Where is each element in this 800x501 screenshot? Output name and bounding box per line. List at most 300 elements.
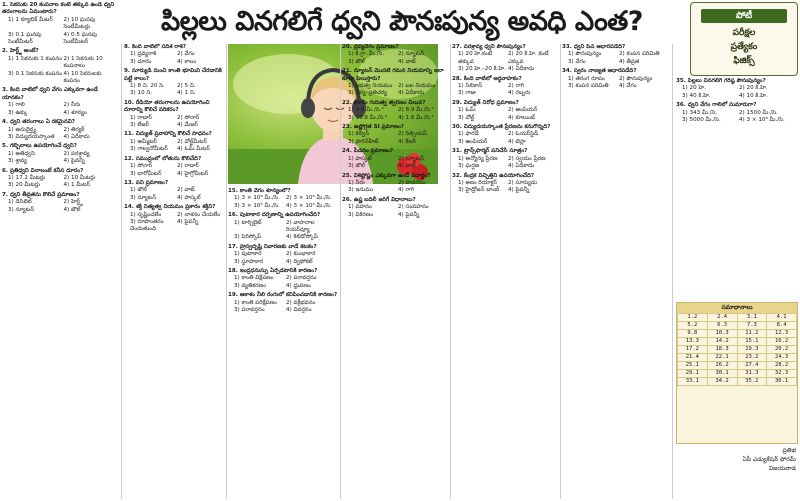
option-row xyxy=(452,83,558,90)
answer-cell: 4.1 xyxy=(767,314,797,322)
answer-option: 2) నీరు xyxy=(63,102,81,109)
answer-cell: 36.1 xyxy=(767,378,797,386)
question-text: 33. ధ్వని పిచ్ ఆధారపడేది? xyxy=(562,44,626,50)
question-text: 27. పరశ్రావ్య ధ్వని పౌనఃపున్యం? xyxy=(452,44,526,50)
question-item xyxy=(562,44,670,66)
option-row xyxy=(2,110,119,117)
answer-row xyxy=(678,354,797,362)
option-row xyxy=(452,187,558,194)
question-column-2 xyxy=(124,44,224,499)
option-row xyxy=(228,259,338,266)
answer-option: 3) దూరం xyxy=(130,58,152,65)
option-row xyxy=(452,107,558,114)
answer-option: 3) న్యూటన్ xyxy=(130,194,156,201)
answer-cell: 28.2 xyxy=(767,362,797,370)
answer-cell: 11.2 xyxy=(737,330,767,338)
option-row xyxy=(676,85,796,92)
answer-cell: 23.2 xyxy=(737,354,767,362)
question-text: 10. రేడియో తరంగాలను ఉపయోగించి దూరాన్ని కొలిచే పరికరం? xyxy=(124,99,210,114)
answer-option: 4) జౌల్ xyxy=(63,206,81,213)
option-row xyxy=(2,199,119,206)
option-row xyxy=(2,71,119,86)
question-item xyxy=(228,268,338,290)
question-item xyxy=(342,68,448,98)
option-row xyxy=(2,17,119,32)
answer-option: 3) 20 హె.–20 కి.హె. xyxy=(458,66,506,73)
answer-option: 4) పైవన్నీ xyxy=(398,211,420,218)
answer-option: 3) విద్యుదయస్కాంత xyxy=(8,133,55,140)
question-item xyxy=(342,124,448,146)
answer-option: 2) వోల్ట్‌మీటర్ xyxy=(177,138,207,145)
answer-option: 2) ఓయర్‌స్టెడ్ xyxy=(508,131,539,138)
answer-row xyxy=(678,330,797,338)
answer-option: 4) 1.6 మీ./సె.² xyxy=(398,114,434,121)
answer-option: 3) లేజర్ xyxy=(130,122,149,129)
option-row xyxy=(452,156,558,163)
option-row xyxy=(342,59,448,66)
question-item xyxy=(228,212,338,242)
option-row xyxy=(452,66,558,73)
question-item xyxy=(124,131,224,153)
answer-option: 1) 20 హె.కంటే తక్కువ xyxy=(458,51,493,65)
question-text: 34. స్వరం నాణ్యత ఆధారపడేది? xyxy=(562,68,637,75)
answer-option: 1) పాస్కల్ xyxy=(348,155,372,162)
answer-cell: 21.4 xyxy=(678,354,708,362)
answer-option: 4) 1 మీటర్ xyxy=(63,182,90,189)
answer-option: 1) 9.8 మీ./సె.² xyxy=(348,107,384,114)
answer-option: 2) రాగి xyxy=(508,83,525,90)
option-row xyxy=(452,139,558,146)
option-row xyxy=(562,51,670,58)
answer-option: 2) 20 కి.హె. కంటే ఎక్కువ xyxy=(508,51,549,65)
question-column-3 xyxy=(228,188,338,499)
question-text: 31. ట్రాన్స్‌ఫార్మర్ పనిచేసే సూత్రం? xyxy=(452,148,528,155)
question-text: 25. విశిష్టోష్ణం ఎక్కువగా ఉండే పదార్థం? xyxy=(342,172,431,179)
answer-option: 1) జౌల్ xyxy=(130,187,147,194)
answer-cell: 6.3 xyxy=(707,322,737,330)
answer-key xyxy=(676,302,798,444)
answer-option: 2) 1500 మీ./సె. xyxy=(739,109,778,116)
answer-cell: 20.2 xyxy=(767,346,797,354)
answer-option: 2) కుంభాకార xyxy=(286,251,316,258)
option-row xyxy=(124,59,224,66)
question-item xyxy=(452,124,558,146)
answer-option: 3) 5000 మీ./సె. xyxy=(682,117,721,124)
answer-option: 3) 10 ని. xyxy=(130,90,153,97)
credit-org: ఏపీ ఎడ్యుకేషన్ ఫోరమ్ xyxy=(742,456,796,463)
answer-option: 4) 3 × 10⁴ మీ./సె. xyxy=(286,202,332,209)
option-row xyxy=(342,163,448,170)
question-item xyxy=(124,180,224,202)
answer-option: 2) స్వయం ప్రేరణ xyxy=(508,155,546,162)
answer-option: 1) జడత్వ నియమం xyxy=(348,83,393,90)
answer-option: 2) హెర్ట్జ్ xyxy=(63,199,83,206)
option-row xyxy=(228,203,338,210)
answer-option: 4) 10 కి.హె. xyxy=(739,92,768,99)
answer-cell: 7.3 xyxy=(737,322,767,330)
answer-row xyxy=(678,314,797,322)
answer-cell: 25.1 xyxy=(678,362,708,370)
answer-option: 1) ద్రవ్యరాశి xyxy=(130,51,157,58)
answer-option: 1) నీరు xyxy=(348,179,365,186)
answer-option: 4) కూలుంబ్ xyxy=(508,114,536,121)
answer-option: 3) 40 కి.హె. xyxy=(682,92,711,99)
question-text: 9. సూర్యుడి నుంచి కాంతి భూమిని చేరడానికి పట్టే కాలం? xyxy=(124,68,222,82)
answer-option: 4) పాస్కల్ xyxy=(177,194,201,201)
answer-option: 3) వ్యతికరణం xyxy=(234,282,267,289)
column-divider xyxy=(450,44,451,499)
question-text: 3. కింది వాటిలో ధ్వని వేగం ఎక్కువగా ఉండే యానకం? xyxy=(2,87,98,101)
answer-option: 2) 20 కి.హె. xyxy=(739,85,768,92)
option-row xyxy=(124,122,224,129)
option-row xyxy=(2,56,119,71)
answer-option: 4) ధ్రువణం xyxy=(286,282,311,289)
answer-option: 1) టార్చిలైట్ xyxy=(234,219,262,226)
option-row xyxy=(452,131,558,138)
answer-row xyxy=(678,346,797,354)
question-item xyxy=(228,292,338,314)
answer-option: 2) సెల్సియస్ xyxy=(398,131,427,138)
answer-cell: 29.1 xyxy=(678,370,708,378)
option-row xyxy=(676,110,796,117)
option-row xyxy=(124,146,224,153)
answer-option: 2) బల నియమం xyxy=(398,83,436,90)
answer-option: 3) పరావర్తనం xyxy=(234,307,265,314)
option-row xyxy=(676,117,796,124)
answer-option: 2) ఆంపియర్ xyxy=(508,107,538,114)
answer-cell: 9.8 xyxy=(678,330,708,338)
question-text: 15. కాంతి వేగం శూన్యంలో? xyxy=(228,188,291,194)
question-item xyxy=(124,156,224,178)
answer-option: 1) సిలికాన్ xyxy=(458,83,483,90)
question-column-1 xyxy=(2,2,119,499)
question-column-6 xyxy=(562,44,670,499)
option-row xyxy=(562,59,670,66)
option-row xyxy=(2,32,119,47)
answer-option: 1) 1 సెకనుకు 1 కంపనం xyxy=(8,55,63,62)
question-item xyxy=(342,100,448,122)
answer-cell: 24.3 xyxy=(767,354,797,362)
answer-option: 4) వేగం xyxy=(619,83,637,90)
answer-option: 3) 20 మీటర్లు xyxy=(8,182,40,189)
answer-option: 1) అమ్మీటర్ xyxy=(130,138,157,145)
answer-option: 1) కెల్విన్ xyxy=(348,131,370,138)
badge-line: పోటీ xyxy=(701,9,787,23)
question-text: 8. కింది వాటిలో సదిశ రాశి? xyxy=(124,44,186,50)
question-text: 29. విద్యుత్ నిరోధ ప్రమాణం? xyxy=(452,99,519,106)
answer-option: 3) 0.1 సెకనుకు కంపనం xyxy=(8,70,63,77)
answer-option: 1) పుటాకార xyxy=(234,251,262,258)
option-row xyxy=(342,115,448,122)
answer-option: 4) పైవన్నీ xyxy=(508,187,530,194)
answer-cell: 10.3 xyxy=(707,330,737,338)
answer-option: 3) ఉక్కు xyxy=(8,109,28,116)
answer-option: 3) వోల్ట్ xyxy=(458,114,475,121)
answer-option: 2) వక్రీభవనం xyxy=(286,299,316,306)
column-divider xyxy=(226,44,227,499)
answer-cell: 30.1 xyxy=(707,370,737,378)
question-text: 17. హ్రస్వదృష్టి నివారణకు వాడే కటకం? xyxy=(228,243,317,250)
answer-option: 4) 1 ని. xyxy=(177,90,196,97)
answer-option: 1) ఫారడే xyxy=(458,131,479,138)
option-row xyxy=(2,134,119,141)
answer-option: 2) వాహనాల రియర్‌వ్యూ xyxy=(286,219,315,234)
answer-option: 4) ఏదీకాదు xyxy=(508,163,535,170)
answer-option: 1) అన్యోన్య ప్రేరణ xyxy=(458,155,498,162)
question-column-7 xyxy=(676,78,796,298)
question-text: 5. గబ్బిలాలు ఉపయోగించే ధ్వని? xyxy=(2,143,77,150)
answer-cell: 22.1 xyxy=(707,354,737,362)
credit-name: ప్రతిభ xyxy=(782,447,796,454)
badge-line: ఫిజిక్స్ xyxy=(733,56,755,66)
answer-cell: 8.4 xyxy=(767,322,797,330)
answer-option: 1) పౌనఃపున్యం xyxy=(568,51,602,58)
answer-option: 3) జౌల్ xyxy=(348,58,365,65)
answer-option: 1) తరంగ రూపం xyxy=(568,75,605,82)
option-row xyxy=(342,107,448,114)
option-row xyxy=(124,219,224,234)
answer-option: 2) రాడార్ xyxy=(177,163,199,170)
answer-option: 4) వాట్ xyxy=(398,163,416,170)
answer-option: 4) రాగి xyxy=(398,187,415,194)
answer-option: 3) వికిరణం xyxy=(348,211,374,218)
answer-option: 4) కాలం xyxy=(177,58,197,65)
question-item xyxy=(124,44,224,66)
question-text: 12. సముద్రంలో లోతును కొలిచేది? xyxy=(124,155,202,162)
option-row xyxy=(2,102,119,109)
option-row xyxy=(2,207,119,214)
question-text: 2. హెర్ట్జ్ అంటే? xyxy=(2,48,39,55)
answer-option: 4) టెస్లా xyxy=(508,138,526,145)
answer-option: 4) ఏదీకాదు xyxy=(508,66,535,73)
option-row xyxy=(676,93,796,100)
answer-option: 4) 3 × 10⁸ మీ./సె. xyxy=(739,117,785,124)
answer-option: 4) మేజర్ xyxy=(177,122,198,129)
answer-option: 1) గాలి xyxy=(8,102,25,109)
option-row xyxy=(228,307,338,314)
answer-option: 3) పెరిస్కోప్ xyxy=(234,234,262,241)
answer-option: 4) పైవన్నీ xyxy=(177,218,199,225)
answer-option: 2) 10 ఘనపు సెంటీమీటర్లు xyxy=(63,16,96,31)
answer-option: 1) సోనార్ xyxy=(130,163,153,170)
question-text: 26. ఉష్ణ బదిలీ జరిగే విధానాలు? xyxy=(342,196,416,203)
question-item xyxy=(124,204,224,234)
answer-option: 1) డెసిబెల్ xyxy=(8,199,32,206)
answer-option: 1) రాడార్ xyxy=(130,114,152,121)
question-text: 13. పని ప్రమాణం? xyxy=(124,179,169,186)
answer-option: 4) కెలిడోస్కోప్ xyxy=(286,234,318,241)
answer-option: 3) ఆంపియర్ xyxy=(458,138,488,145)
answer-row xyxy=(678,378,797,386)
answer-option: 4) వాట్ xyxy=(398,58,416,65)
question-item xyxy=(676,78,796,100)
option-row xyxy=(342,212,448,219)
option-row xyxy=(342,156,448,163)
question-text: 4. ధ్వని తరంగాలు ఏ రకమైనవి? xyxy=(2,119,76,126)
option-row xyxy=(124,83,224,90)
answer-option: 3) రూపాంతరం చెందుతుంది xyxy=(130,218,164,233)
answer-option: 1) 1 క్యూబిక్ మీటర్ xyxy=(8,16,53,23)
question-item xyxy=(342,44,448,66)
option-row xyxy=(2,158,119,165)
answer-option: 2) పరశ్రావ్య xyxy=(63,150,90,157)
answer-option: 4) 0.5 ఘనపు సెంటీమీటర్ xyxy=(63,31,98,46)
question-item xyxy=(228,188,338,210)
option-row xyxy=(562,76,670,83)
answer-option: 1) కాంతి పరిక్షేపణం xyxy=(234,299,277,306)
answer-cell: 17.2 xyxy=(678,346,708,354)
answer-option: 1) అతిధ్వని xyxy=(8,150,35,157)
answer-option: 1) కి.గ్రా. మీ./సె. xyxy=(348,51,385,58)
option-row xyxy=(342,51,448,58)
answer-option: 3) శ్రావ్య xyxy=(8,158,27,165)
answer-option: 2) కంపన పరిమితి xyxy=(619,51,660,58)
answer-option: 4) ఏదీకాదు xyxy=(63,133,90,140)
answer-option: 2) నాశనం చేయలేం xyxy=(177,211,221,218)
answer-key-title: సమాధానాలు xyxy=(677,303,797,313)
question-item xyxy=(2,143,119,165)
answer-option: 2) పాదరసం xyxy=(398,179,426,186)
question-text: 11. విద్యుత్ ప్రవాహాన్ని కొలిచే సాధనం? xyxy=(124,131,212,138)
option-row xyxy=(124,115,224,122)
question-item xyxy=(2,2,119,46)
column-divider xyxy=(560,44,561,499)
option-row xyxy=(452,51,558,66)
option-row xyxy=(124,51,224,58)
option-row xyxy=(452,163,558,170)
option-row xyxy=(342,139,448,146)
answer-option: 4) తీవ్రత xyxy=(619,58,640,65)
question-text: 14. శక్తి నిత్యత్వ నియమం ప్రకారం శక్తిని? xyxy=(124,204,216,211)
answer-option: 1) 20 హె. xyxy=(682,85,706,92)
answer-cell: 33.1 xyxy=(678,378,708,386)
option-row xyxy=(228,283,338,290)
column-divider xyxy=(340,44,341,499)
answer-option: 3) 10.8 మీ./సె.² xyxy=(348,114,388,121)
answer-option: 4) హైగ్రోమీటర్ xyxy=(177,170,209,177)
question-item xyxy=(2,48,119,85)
option-row xyxy=(562,83,670,90)
answer-option: 1) కాంతి విక్షేపణం xyxy=(234,275,274,282)
answer-cell: 2.4 xyxy=(707,314,737,322)
answer-option: 2) పౌనఃపున్యం xyxy=(619,75,653,82)
answer-option: 2) 3 × 10⁶ మీ./సె. xyxy=(286,195,332,202)
option-row xyxy=(452,90,558,97)
option-row xyxy=(124,171,224,178)
answer-option: 2) వాట్ xyxy=(177,187,195,194)
answer-option: 4) 10 సెకనులకు కంపనం xyxy=(63,70,102,85)
question-text: 18. ఇంద్రధనుస్సు ఏర్పడటానికి కారణం? xyxy=(228,268,318,275)
answer-option: 2) సోనార్ xyxy=(177,114,200,121)
answer-cell: 27.4 xyxy=(737,362,767,370)
question-item xyxy=(562,68,670,90)
answer-option: 1) 343 మీ./సె. xyxy=(682,109,718,116)
answer-cell: 14.2 xyxy=(707,338,737,346)
question-text: 7. ధ్వని తీవ్రతను కొలిచే ప్రమాణం? xyxy=(2,191,80,198)
answer-option: 4) శూన్యం xyxy=(63,109,87,116)
answer-option: 2) సూర్యుడు xyxy=(508,179,538,186)
question-text: 1. సెకనుకు 20 కంపనాల కంటే తక్కువ ఉండే ధ్వని తరంగాలను ఏమంటారు? xyxy=(2,2,115,16)
question-text: 23. ఉష్ణోగ్రత SI ప్రమాణం? xyxy=(342,124,405,131)
option-row xyxy=(228,195,338,202)
answer-cell: 5.2 xyxy=(678,322,708,330)
answer-option: 4) వివర్తనం xyxy=(286,307,312,314)
answer-cell: 15.1 xyxy=(737,338,767,346)
option-row xyxy=(228,251,338,258)
question-item xyxy=(2,168,119,190)
answer-row xyxy=(678,362,797,370)
question-item xyxy=(2,192,119,214)
option-row xyxy=(228,300,338,307)
answer-option: 2) తిర్యక్ xyxy=(63,126,85,133)
answer-option: 3) గాజు xyxy=(458,90,477,97)
answer-cell: 32.3 xyxy=(767,370,797,378)
answer-cell: 12.3 xyxy=(767,330,797,338)
option-row xyxy=(124,195,224,202)
answer-option: 3) జౌల్ xyxy=(348,163,365,170)
answer-cell: 31.3 xyxy=(737,370,767,378)
question-item xyxy=(228,244,338,266)
answer-cell: 26.2 xyxy=(707,362,737,370)
answer-option: 3) స్థూపాకార xyxy=(234,258,264,265)
answer-cell: 13.3 xyxy=(678,338,708,346)
answer-cell: 3.1 xyxy=(737,314,767,322)
answer-option: 3) ఘర్షణ xyxy=(458,163,480,170)
answer-option: 3) ఫారెన్‌హీట్ xyxy=(348,138,379,145)
question-item xyxy=(452,148,558,170)
question-text: 30. విద్యుదయస్కాంత ప్రేరణను కనుగొన్నది? xyxy=(452,124,551,131)
question-item xyxy=(342,197,448,219)
question-text: 36. ధ్వని వేగం గాలిలో సుమారుగా? xyxy=(676,102,757,109)
answer-option: 2) న్యూటన్ xyxy=(398,155,424,162)
page-headline: పిల్లలు వినగలిగే ధ్వని పౌనఃపున్య అవధి ఎంత? xyxy=(161,6,643,37)
answer-option: 2) 10 మీటర్లు xyxy=(63,174,96,181)
answer-option: 3) కంపన పరిమితి xyxy=(568,83,609,90)
option-row xyxy=(342,187,448,194)
credit-footer xyxy=(676,446,796,473)
answer-option: 1) 3 × 10⁸ మీ./సె. xyxy=(234,195,280,202)
option-row xyxy=(124,163,224,170)
answer-option: 2) న్యూటన్ xyxy=(398,51,424,58)
option-row xyxy=(2,182,119,189)
topic-badge xyxy=(690,2,798,76)
option-row xyxy=(228,275,338,282)
answer-option: 4) ఏదీకాదు xyxy=(398,90,425,97)
answer-option: 3) వేగం xyxy=(568,58,586,65)
question-text: 19. ఆకాశం నీలి రంగులో కనిపించడానికి కారణం? xyxy=(228,292,338,299)
answer-option: 3) 0.1 ఘనపు సెంటీమీటర్ xyxy=(8,31,42,46)
answer-option: 4) ఓమ్ మీటర్ xyxy=(177,146,210,153)
answer-cell: 34.2 xyxy=(707,378,737,386)
question-item xyxy=(452,76,558,98)
question-column-5 xyxy=(452,44,558,499)
answer-option: 3) గాల్వనోమీటర్ xyxy=(130,146,168,153)
option-row xyxy=(342,131,448,138)
answer-row xyxy=(678,338,797,346)
answer-option: 1) 8 ని. 20 సె. xyxy=(130,83,165,90)
option-row xyxy=(452,115,558,122)
question-item xyxy=(124,100,224,130)
option-row xyxy=(342,90,448,97)
answer-option: 4) ద్విఫోకల్ xyxy=(286,258,313,265)
answer-option: 2) సంవహనం xyxy=(398,204,429,211)
answer-option: 1) సృష్టించలేం xyxy=(130,211,162,218)
question-column-4 xyxy=(342,44,448,499)
option-row xyxy=(228,234,338,241)
option-row xyxy=(124,212,224,219)
question-text: 28. కింది వాటిలో అర్ధవాహకం? xyxy=(452,75,522,82)
answer-row xyxy=(678,322,797,330)
